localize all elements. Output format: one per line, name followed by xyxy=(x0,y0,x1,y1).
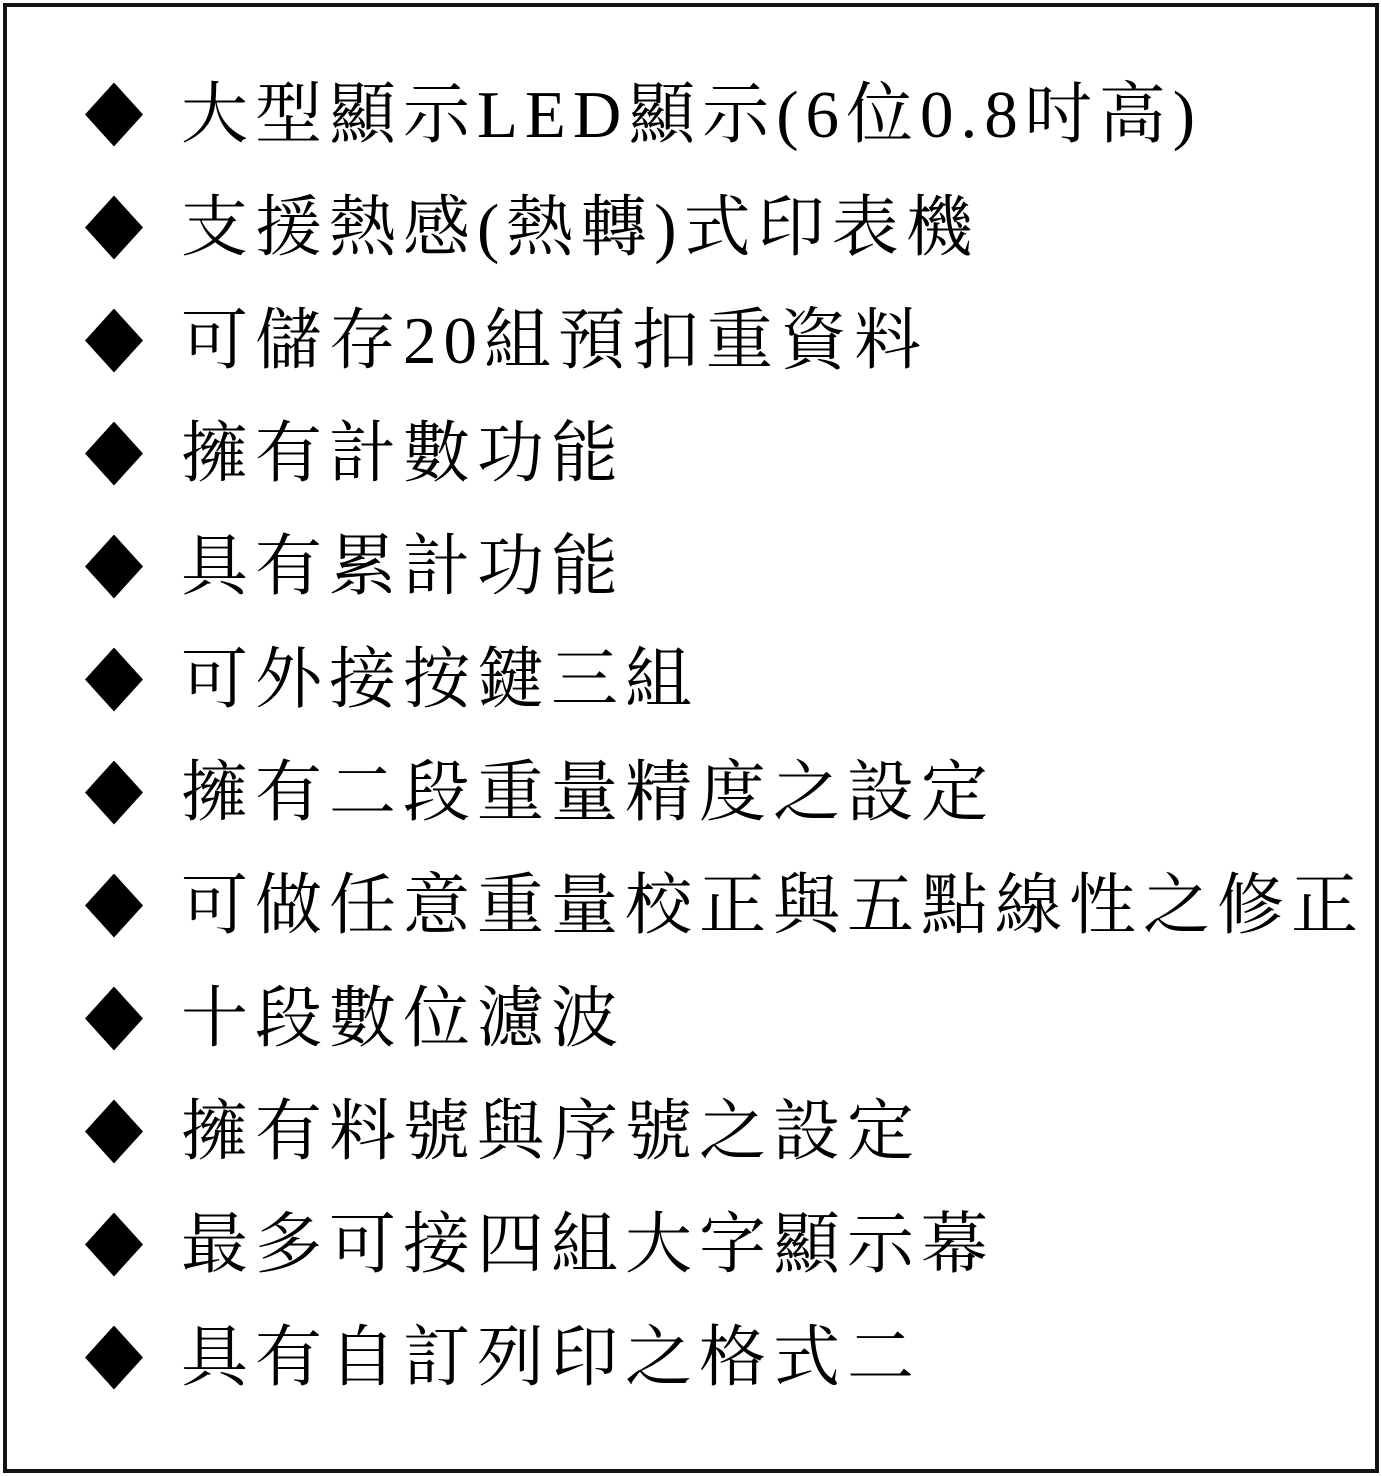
feature-text: 擁有計數功能 xyxy=(181,417,625,491)
diamond-bullet-icon xyxy=(85,648,143,712)
diamond-bullet-icon xyxy=(85,987,143,1051)
feature-text: 擁有料號與序號之設定 xyxy=(181,1095,921,1169)
feature-text: 具有自訂列印之格式二 xyxy=(181,1321,921,1395)
feature-text: 可儲存20組預扣重資料 xyxy=(181,304,928,378)
feature-text: 十段數位濾波 xyxy=(181,982,625,1056)
feature-item xyxy=(85,171,1362,284)
diamond-bullet-icon xyxy=(85,874,143,938)
feature-list xyxy=(85,58,1365,1414)
diamond-bullet-icon xyxy=(85,1100,143,1164)
feature-text: 具有累計功能 xyxy=(181,530,625,604)
feature-item xyxy=(85,58,1362,171)
feature-item xyxy=(85,962,1362,1075)
diamond-bullet-icon xyxy=(85,422,143,486)
diamond-bullet-icon xyxy=(85,1213,143,1277)
feature-item xyxy=(85,849,1365,962)
diamond-bullet-icon xyxy=(85,761,143,825)
feature-item xyxy=(85,284,1362,397)
feature-item xyxy=(85,1301,1362,1414)
feature-text: 可做任意重量校正與五點線性之修正 xyxy=(181,869,1365,943)
diamond-bullet-icon xyxy=(85,309,143,373)
diamond-bullet-icon xyxy=(85,83,143,147)
diamond-bullet-icon xyxy=(85,1326,143,1390)
feature-item xyxy=(85,397,1362,510)
feature-text: 支援熱感(熱轉)式印表機 xyxy=(181,191,980,265)
diamond-bullet-icon xyxy=(85,535,143,599)
feature-text: 最多可接四組大字顯示幕 xyxy=(181,1208,995,1282)
feature-item xyxy=(85,510,1362,623)
feature-text: 擁有二段重量精度之設定 xyxy=(181,756,995,830)
feature-text: 大型顯示LED顯示(6位0.8吋高) xyxy=(181,78,1203,152)
feature-item xyxy=(85,736,1362,849)
feature-item xyxy=(85,1075,1362,1188)
diamond-bullet-icon xyxy=(85,196,143,260)
feature-text: 可外接按鍵三組 xyxy=(181,643,699,717)
feature-item xyxy=(85,1188,1362,1301)
feature-item xyxy=(85,623,1362,736)
